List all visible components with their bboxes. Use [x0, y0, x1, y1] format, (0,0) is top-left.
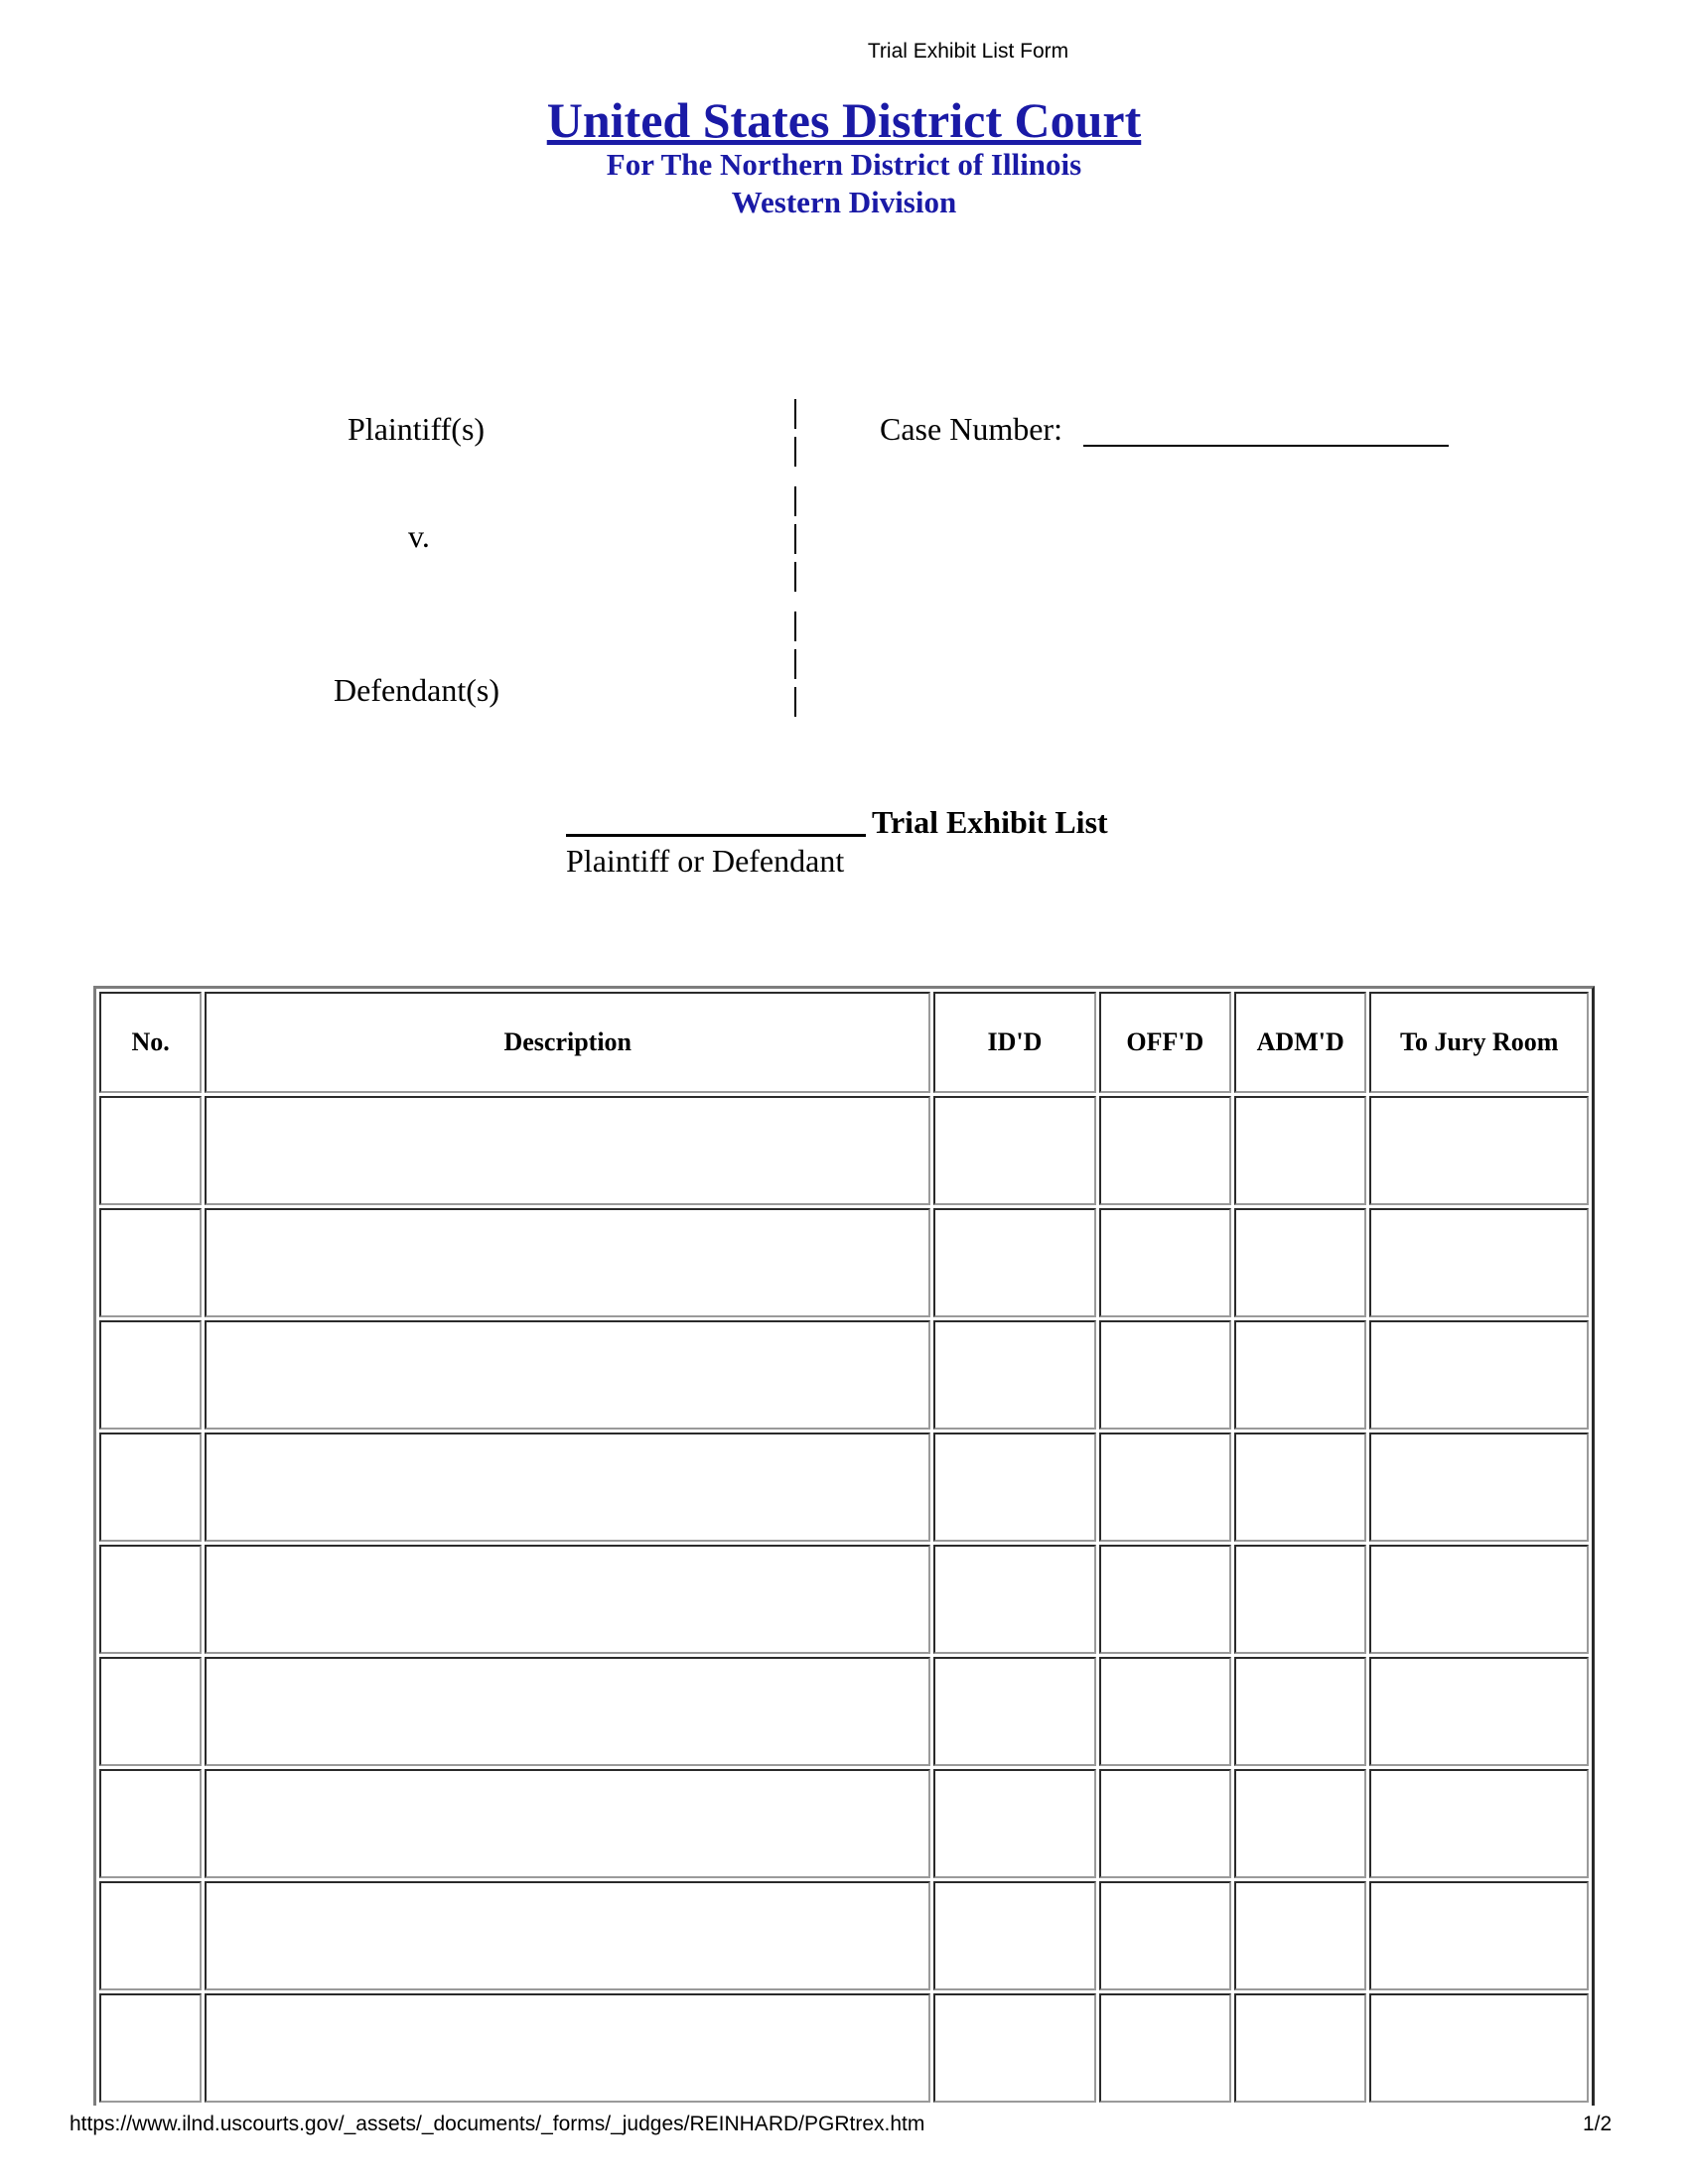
- cell-offd[interactable]: [1099, 1993, 1231, 2103]
- cell-offd[interactable]: [1099, 1320, 1231, 1430]
- cell-description[interactable]: [205, 1545, 930, 1654]
- cell-no[interactable]: [99, 1096, 202, 1205]
- cell-jury-room[interactable]: [1369, 1208, 1589, 1317]
- caption-divider: [794, 612, 796, 641]
- caption-divider: [794, 687, 796, 717]
- case-number-label: Case Number:: [880, 411, 1062, 447]
- cell-description[interactable]: [205, 1433, 930, 1542]
- cell-description[interactable]: [205, 1993, 930, 2103]
- cell-offd[interactable]: [1099, 1881, 1231, 1990]
- col-header-offd: OFF'D: [1099, 992, 1231, 1093]
- cell-idd[interactable]: [933, 1657, 1095, 1766]
- cell-offd[interactable]: [1099, 1657, 1231, 1766]
- table-row: [99, 1545, 1589, 1654]
- caption-divider: [794, 399, 796, 429]
- cell-jury-room[interactable]: [1369, 1993, 1589, 2103]
- caption-divider: [794, 562, 796, 592]
- footer-page-number: 1/2: [1583, 2113, 1613, 2135]
- cell-idd[interactable]: [933, 1096, 1095, 1205]
- plaintiff-label: Plaintiff(s): [348, 411, 486, 447]
- cell-jury-room[interactable]: [1369, 1657, 1589, 1766]
- cell-jury-room[interactable]: [1369, 1881, 1589, 1990]
- cell-jury-room[interactable]: [1369, 1433, 1589, 1542]
- cell-description[interactable]: [205, 1096, 930, 1205]
- cell-description[interactable]: [205, 1881, 930, 1990]
- table-row: [99, 1657, 1589, 1766]
- table-row: [99, 1433, 1589, 1542]
- cell-description[interactable]: [205, 1208, 930, 1317]
- caption-divider: [794, 486, 796, 516]
- cell-no[interactable]: [99, 1769, 202, 1878]
- cell-jury-room[interactable]: [1369, 1320, 1589, 1430]
- table-row: [99, 1769, 1589, 1878]
- cell-idd[interactable]: [933, 1320, 1095, 1430]
- cell-offd[interactable]: [1099, 1096, 1231, 1205]
- cell-admd[interactable]: [1234, 1657, 1366, 1766]
- cell-admd[interactable]: [1234, 1433, 1366, 1542]
- table-row: [99, 1096, 1589, 1205]
- table-row: [99, 1881, 1589, 1990]
- defendant-label: Defendant(s): [334, 672, 500, 708]
- cell-jury-room[interactable]: [1369, 1769, 1589, 1878]
- table-row: [99, 1320, 1589, 1430]
- footer-url: https://www.ilnd.uscourts.gov/_assets/_documents/_forms/_judges/REINHARD/PGRtrex.htm: [70, 2113, 925, 2135]
- table-row: [99, 1208, 1589, 1317]
- exhibit-table: [93, 986, 1595, 2106]
- cell-admd[interactable]: [1234, 1769, 1366, 1878]
- cell-no[interactable]: [99, 1657, 202, 1766]
- caption-divider: [794, 524, 796, 554]
- cell-no[interactable]: [99, 1881, 202, 1990]
- cell-idd[interactable]: [933, 1993, 1095, 2103]
- print-header: Trial Exhibit List Form: [867, 40, 1069, 63]
- cell-idd[interactable]: [933, 1881, 1095, 1990]
- cell-idd[interactable]: [933, 1769, 1095, 1878]
- cell-idd[interactable]: [933, 1208, 1095, 1317]
- cell-admd[interactable]: [1234, 1993, 1366, 2103]
- cell-description[interactable]: [205, 1657, 930, 1766]
- cell-no[interactable]: [99, 1320, 202, 1430]
- cell-admd[interactable]: [1234, 1208, 1366, 1317]
- cell-no[interactable]: [99, 1208, 202, 1317]
- court-division: Western Division: [731, 185, 957, 219]
- cell-admd[interactable]: [1234, 1096, 1366, 1205]
- party-blank-field[interactable]: [566, 834, 866, 837]
- cell-idd[interactable]: [933, 1433, 1095, 1542]
- table-header-row: [99, 992, 1589, 1093]
- cell-idd[interactable]: [933, 1545, 1095, 1654]
- col-header-description: Description: [205, 992, 930, 1093]
- cell-no[interactable]: [99, 1545, 202, 1654]
- cell-admd[interactable]: [1234, 1545, 1366, 1654]
- caption-divider: [794, 437, 796, 467]
- cell-jury-room[interactable]: [1369, 1096, 1589, 1205]
- col-header-admd: ADM'D: [1234, 992, 1366, 1093]
- case-number-field[interactable]: [1083, 445, 1449, 447]
- court-district: For The Northern District of Illinois: [606, 147, 1082, 182]
- col-header-jury-room: To Jury Room: [1369, 992, 1589, 1093]
- cell-no[interactable]: [99, 1993, 202, 2103]
- cell-offd[interactable]: [1099, 1208, 1231, 1317]
- cell-no[interactable]: [99, 1433, 202, 1542]
- col-header-idd: ID'D: [933, 992, 1095, 1093]
- cell-admd[interactable]: [1234, 1881, 1366, 1990]
- party-caption: Plaintiff or Defendant: [566, 843, 845, 879]
- versus-label: v.: [408, 518, 430, 554]
- cell-description[interactable]: [205, 1320, 930, 1430]
- table-row: [99, 1993, 1589, 2103]
- cell-offd[interactable]: [1099, 1545, 1231, 1654]
- cell-jury-room[interactable]: [1369, 1545, 1589, 1654]
- cell-offd[interactable]: [1099, 1769, 1231, 1878]
- court-title[interactable]: United States District Court: [546, 92, 1142, 148]
- cell-offd[interactable]: [1099, 1433, 1231, 1542]
- exhibit-list-title: Trial Exhibit List: [872, 804, 1108, 840]
- cell-admd[interactable]: [1234, 1320, 1366, 1430]
- cell-description[interactable]: [205, 1769, 930, 1878]
- caption-divider: [794, 649, 796, 679]
- col-header-no: No.: [99, 992, 202, 1093]
